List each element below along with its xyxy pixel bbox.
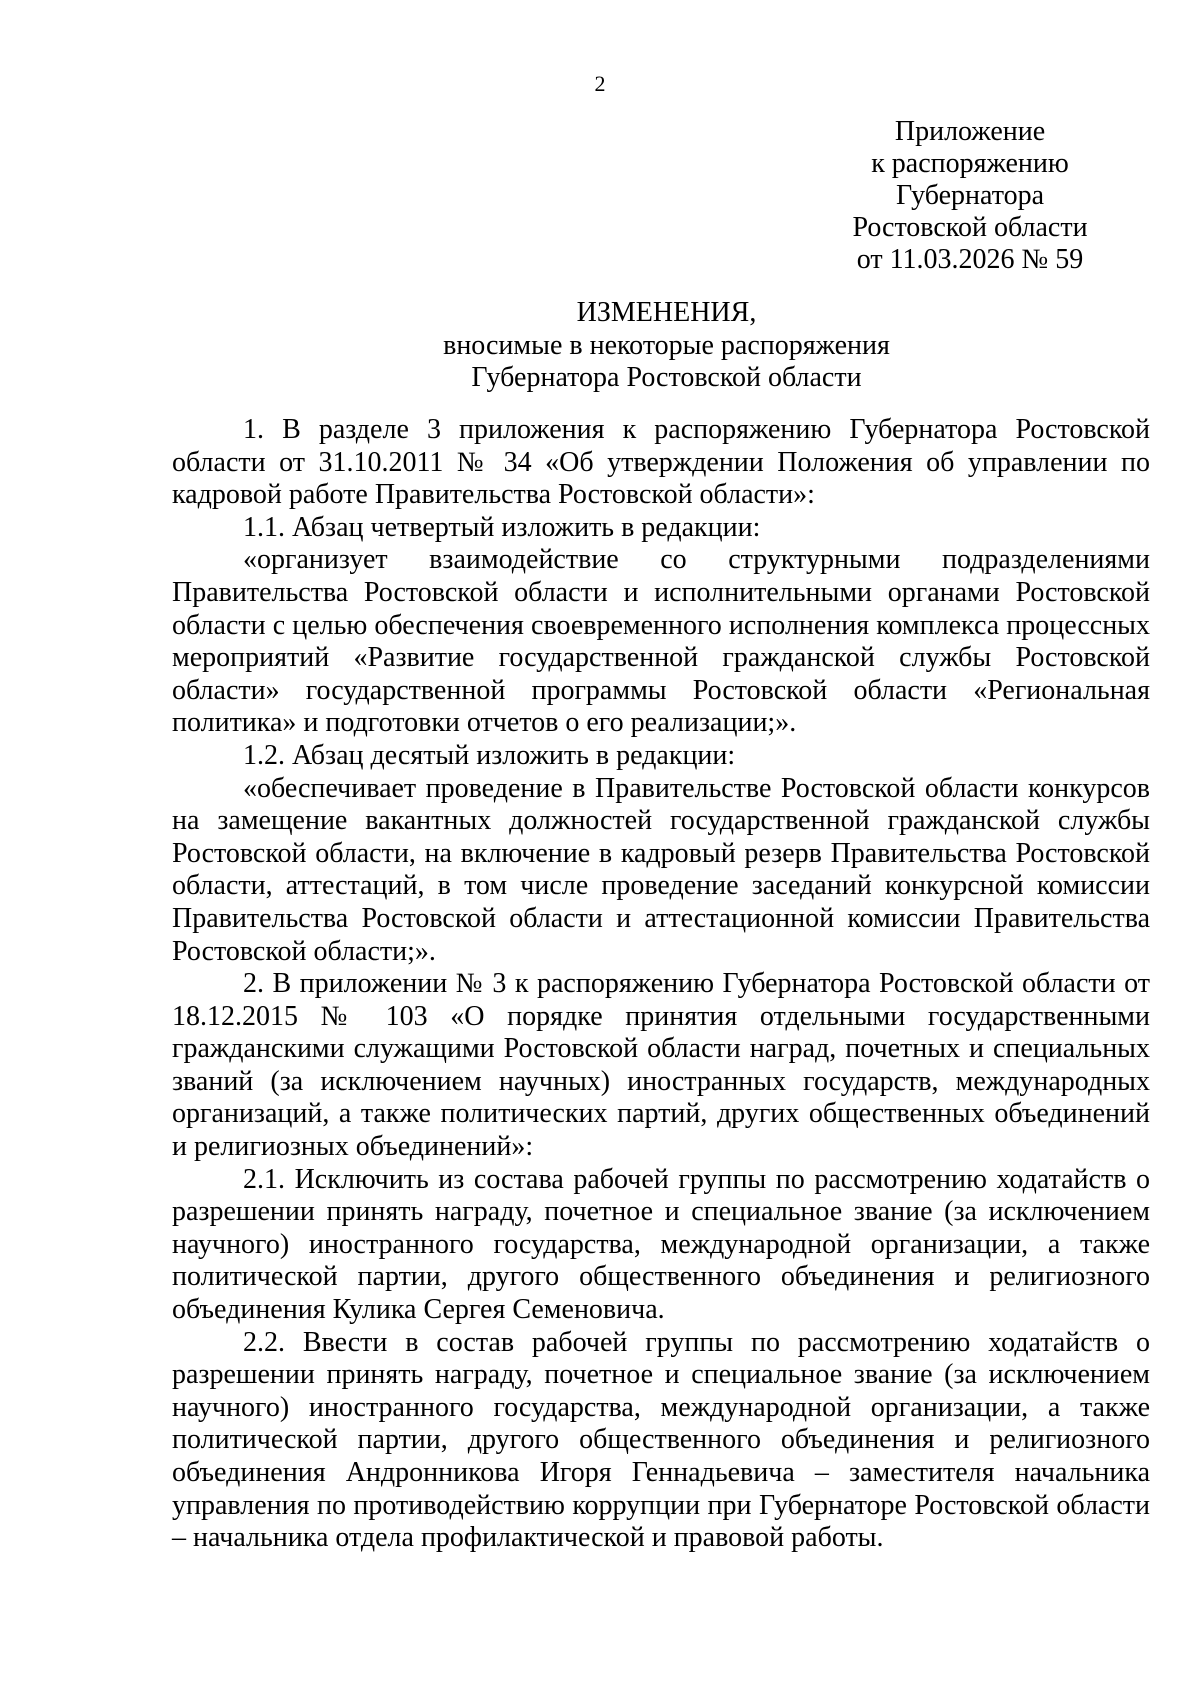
paragraph-quote: «обеспечивает проведение в Правительстве Ростовской области конкурсов на замещение вакантных должностей государственной гражданской службы Ростовской области, на включение в кадровый резерв Правительства Ростовской области, аттестаций, в том числе проведение заседаний конкурсной комиссии Правительства Ростовской области и аттестационной комиссии Правительства Ростовской области;».	[172, 772, 1150, 967]
title-heading: ИЗМЕНЕНИЯ,	[576, 297, 757, 328]
document-body	[172, 414, 1150, 1555]
page-number: 2	[594, 71, 606, 96]
paragraph-item-2: 2. В приложении № 3 к распоряжению Губернатора Ростовской области от 18.12.2015 № 103 «О порядке принятия отдельными государственными гражданскими служащими Ростовской области наград, почетных и специальных званий (за исключением научных) иностранных государств, международных организаций, а также политических партий, других общественных объединений и религиозных объединений»:	[172, 968, 1150, 1163]
paragraph-quote: «организует взаимодействие со структурными подразделениями Правительства Ростовской области и исполнительными органами Ростовской области с целью обеспечения своевременного исполнения комплекса процессных мероприятий «Развитие государственной гражданской службы Ростовской области» государственной программы Ростовской области «Региональная политика» и подготовки отчетов о его реализации;».	[172, 544, 1150, 739]
paragraph-item-1: 1. В разделе 3 приложения к распоряжению Губернатора Ростовской области от 31.10.2011 № 34 «Об утверждении Положения об управлении по кадровой работе Правительства Ростовской области»:	[172, 414, 1150, 511]
appendix-line: Губернатора	[895, 180, 1045, 211]
appendix-line: Приложение	[894, 116, 1046, 147]
appendix-line: к распоряжению	[871, 148, 1069, 179]
document-title	[0, 297, 1200, 395]
appendix-line: Ростовской области	[852, 212, 1088, 243]
title-subtitle: Губернатора Ростовской области	[471, 362, 862, 393]
paragraph-item-1-1: 1.1. Абзац четвертый изложить в редакции:	[243, 511, 761, 543]
title-subtitle: вносимые в некоторые распоряжения	[443, 329, 890, 361]
appendix-line: от 11.03.2026 № 59	[856, 244, 1084, 275]
paragraph-item-2-2: 2.2. Ввести в состав рабочей группы по рассмотрению ходатайств о разрешении принять награду, почетное и специальное звание (за исключением научного) иностранного государства, международной организации, а также политической партии, другого общественного объединения и религиозного объединения Андронникова Игоря Геннадьевича – заместителя начальника управления по противодействию коррупции при Губернаторе Ростовской области – начальника отдела профилактической и правовой работы.	[172, 1326, 1150, 1554]
paragraph-item-1-2: 1.2. Абзац десятый изложить в редакции:	[243, 739, 736, 771]
appendix-block	[850, 116, 1090, 276]
paragraph-item-2-1: 2.1. Исключить из состава рабочей группы по рассмотрению ходатайств о разрешении принять награду, почетное и специальное звание (за исключением научного) иностранного государства, международной организации, а также политической партии, другого общественного объединения и религиозного объединения Кулика Сергея Семеновича.	[172, 1163, 1150, 1326]
